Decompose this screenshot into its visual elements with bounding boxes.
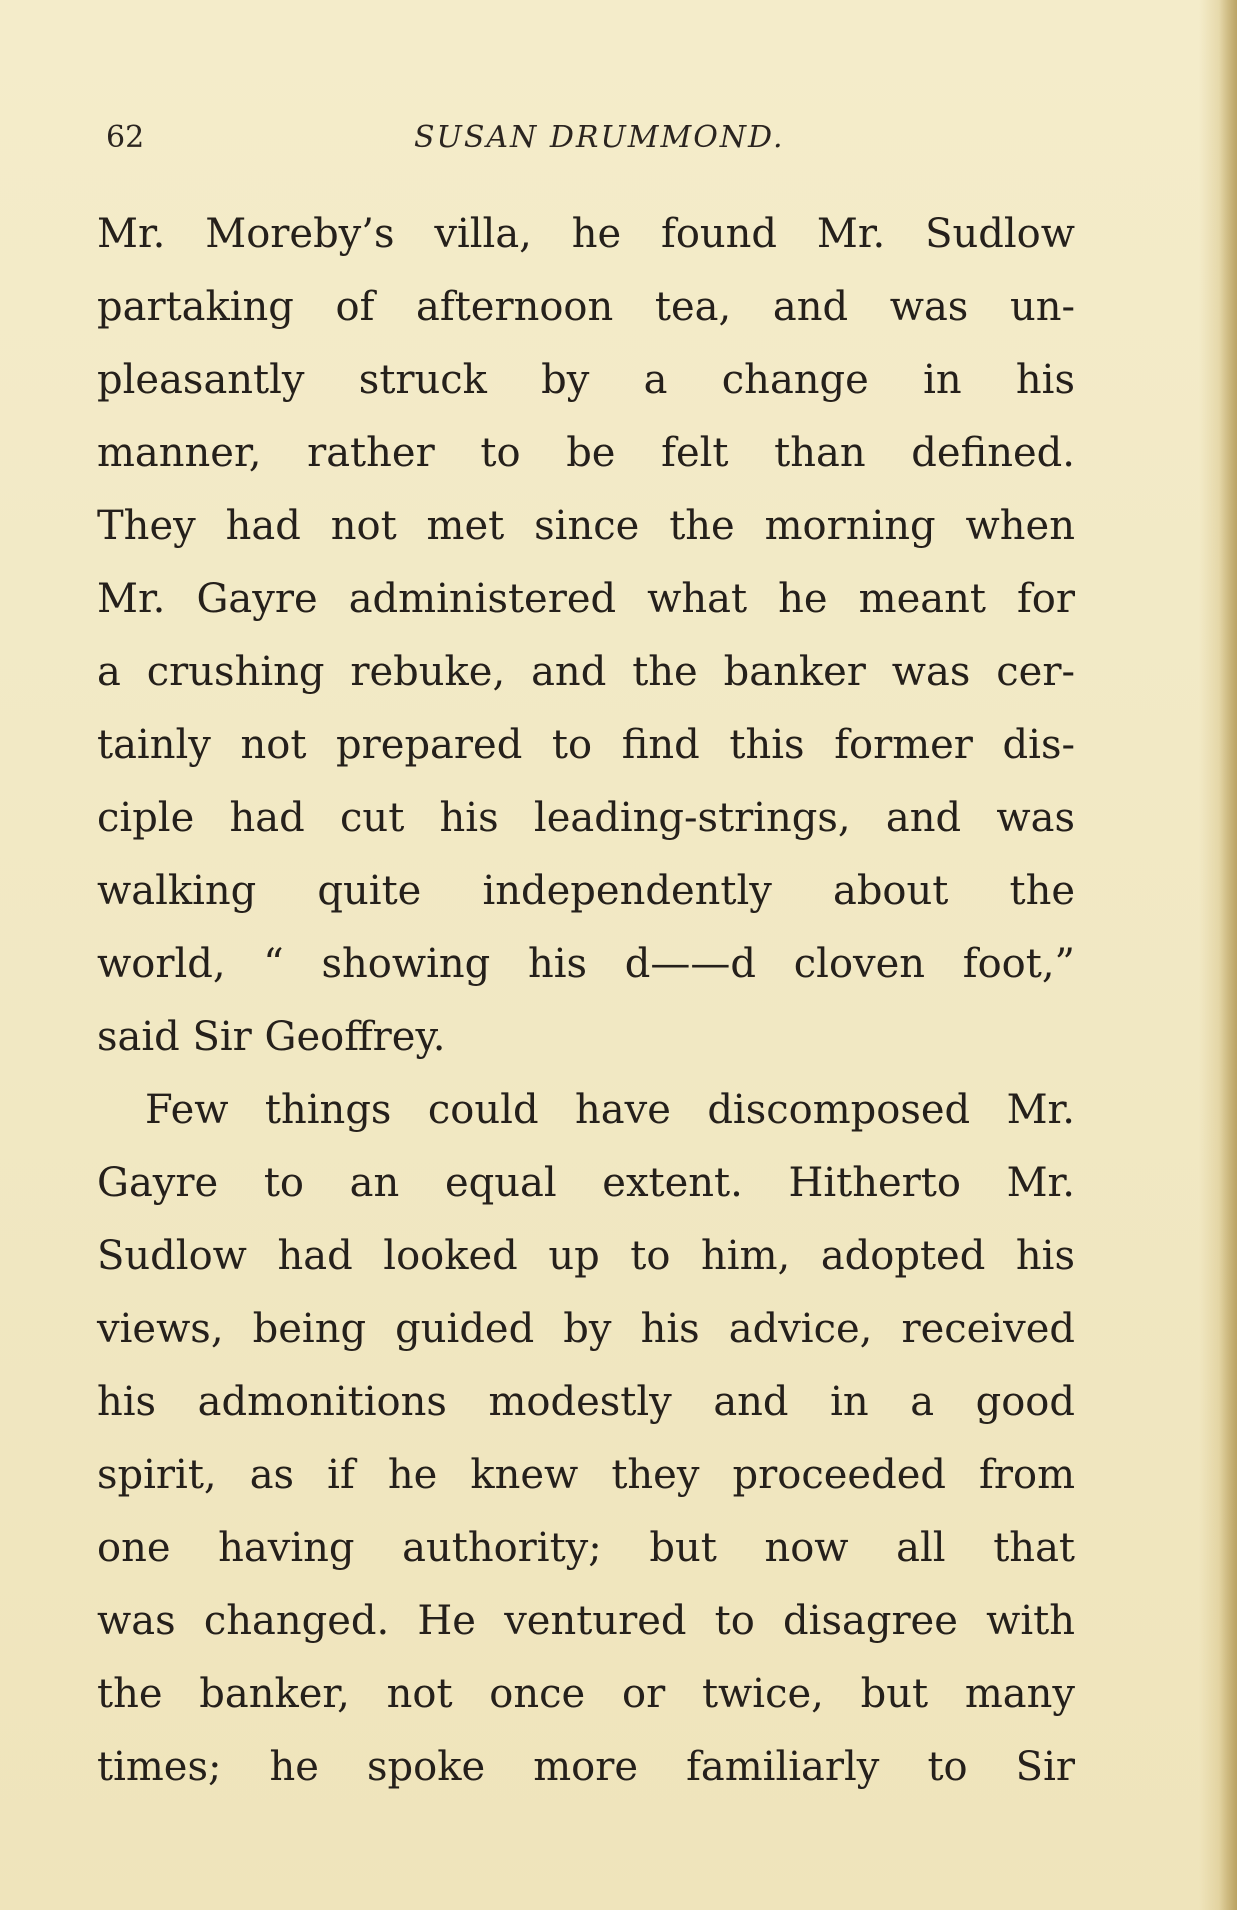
body-text [97, 198, 1075, 1804]
text-line: one having authority; but now all that [97, 1525, 1075, 1571]
text-line: ciple had cut his leading-strings, and was [97, 795, 1075, 841]
paragraph-first-line: Few things could have discomposed Mr. [145, 1087, 1075, 1133]
running-head: SUSAN DRUMMOND. [414, 120, 785, 155]
text-line: tainly not prepared to find this former dis- [97, 722, 1075, 768]
text-line: manner, rather to be felt than defined. [97, 430, 1075, 476]
text-line: views, being guided by his advice, received [97, 1306, 1075, 1352]
text-line: was changed. He ventured to disagree with [97, 1598, 1075, 1644]
text-line: world, “ showing his d——d cloven foot,” [97, 941, 1075, 987]
text-line: spirit, as if he knew they proceeded from [97, 1452, 1075, 1498]
text-line: Mr. Gayre administered what he meant for [97, 576, 1075, 622]
text-line: the banker, not once or twice, but many [97, 1671, 1075, 1717]
text-line: his admonitions modestly and in a good [97, 1379, 1075, 1425]
text-line: times; he spoke more familiarly to Sir [97, 1744, 1075, 1790]
page-header [96, 112, 1106, 164]
text-line: Gayre to an equal extent. Hitherto Mr. [97, 1160, 1075, 1206]
text-line: partaking of afternoon tea, and was un- [97, 284, 1075, 330]
text-line: pleasantly struck by a change in his [97, 357, 1075, 403]
text-line: Sudlow had looked up to him, adopted his [97, 1233, 1075, 1279]
text-line: Mr. Moreby’s villa, he found Mr. Sudlow [97, 211, 1075, 257]
text-line: a crushing rebuke, and the banker was cer- [97, 649, 1075, 695]
text-line: walking quite independently about the [97, 868, 1075, 914]
page-number: 62 [106, 120, 145, 155]
page-edge-shadow [1219, 0, 1237, 1910]
paragraph-last-line: said Sir Geoffrey. [97, 1014, 446, 1060]
text-line: They had not met since the morning when [97, 503, 1075, 549]
